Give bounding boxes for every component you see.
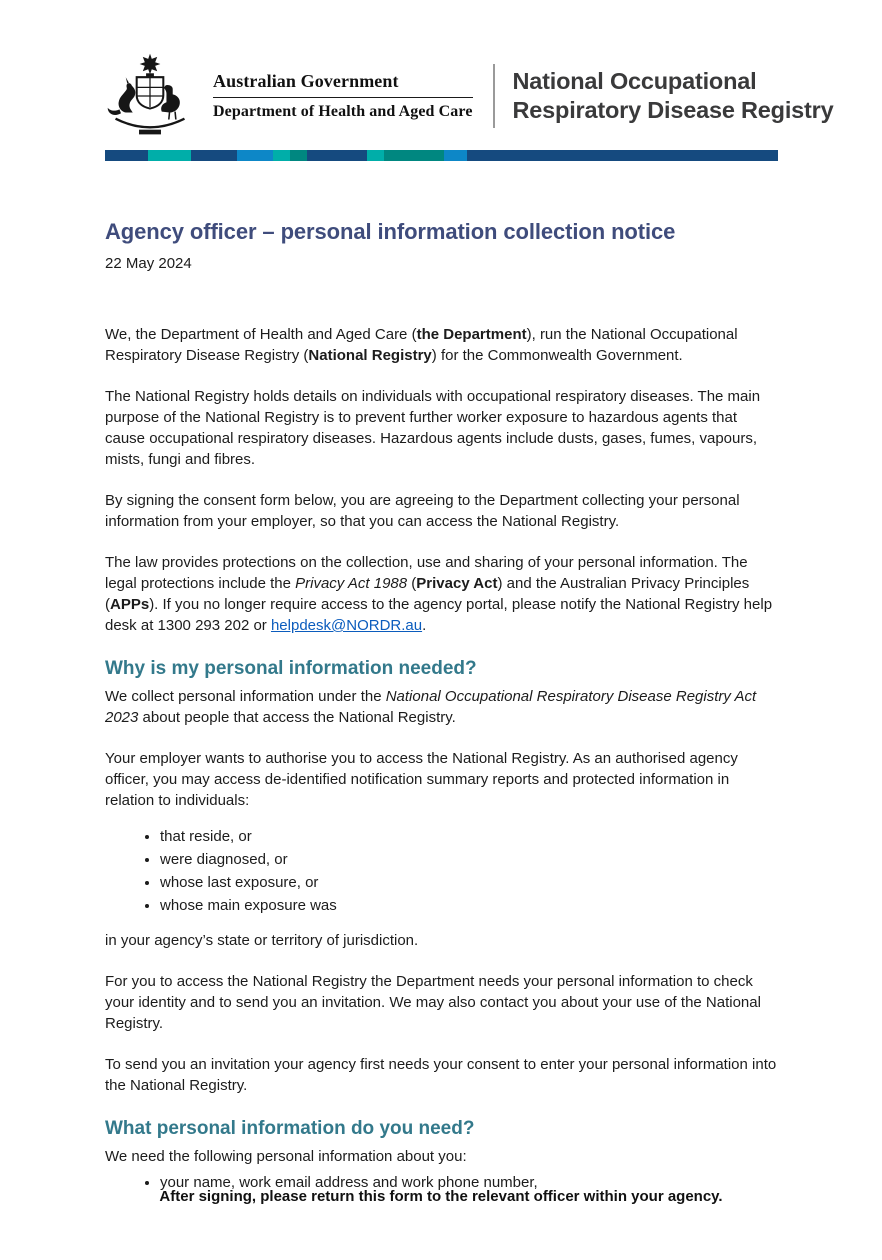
- stripe-segment: [367, 150, 384, 161]
- australian-coat-of-arms-icon: [103, 50, 197, 142]
- footer-note: After signing, please return this form to the relevant officer within your agency.: [159, 1188, 723, 1205]
- stripe-segment: [148, 150, 191, 161]
- government-logo-line1: Australian Government: [213, 71, 473, 98]
- text-run: Your employer wants to authorise you to access the National Registry. As an authorised agency officer, you may access de-identified notification summary reports and protected information in relation to individuals:: [105, 750, 738, 809]
- stripe-segment: [307, 150, 367, 161]
- text-run: National Registry: [308, 347, 432, 364]
- section-heading: Why is my personal information needed?: [105, 658, 477, 679]
- header: [103, 50, 833, 142]
- document-body: [105, 324, 779, 1194]
- paragraph: [105, 748, 779, 811]
- paragraph: [105, 930, 779, 951]
- text-run: By signing the consent form below, you are agreeing to the Department collecting your personal information from your employer, so that you can access the National Registry.: [105, 492, 740, 530]
- stripe-segment: [467, 150, 778, 161]
- paragraph: [105, 490, 779, 532]
- text-run: The National Registry holds details on individuals with occupational respiratory diseases. The main purpose of the National Registry is to prevent further worker exposure to hazardous agents that cause occupational respiratory diseases. Hazardous agents include dusts, gases, fumes, vapours, mists, fungi and fibres.: [105, 388, 761, 468]
- text-run: ), run the National Occupational Respiratory Disease Registry (: [105, 326, 738, 364]
- text-run: about people that access the National Registry.: [138, 709, 456, 726]
- stripe-segment: [191, 150, 237, 161]
- paragraph: [105, 1146, 779, 1167]
- paragraph: [105, 386, 779, 470]
- paragraph: [105, 324, 779, 366]
- government-logo-line2: Department of Health and Aged Care: [213, 103, 473, 120]
- paragraph: [105, 686, 779, 728]
- helpdesk-email-link[interactable]: helpdesk@NORDR.au: [270, 617, 423, 634]
- stripe-segment: [237, 150, 273, 161]
- bullet-item: • that reside, or: [160, 825, 779, 848]
- logo-divider: [493, 64, 495, 128]
- section-heading: What personal information do you need?: [105, 1118, 475, 1139]
- paragraph: [105, 1054, 779, 1096]
- bullet-item: • whose last exposure, or: [160, 871, 779, 894]
- stripe-segment: [105, 150, 148, 161]
- text-run: We, the Department of Health and Aged Care (: [105, 326, 417, 343]
- text-run: in your agency’s state or territory of jurisdiction.: [105, 932, 419, 949]
- bullet-item: • your name, work email address and work phone number,: [160, 1171, 779, 1194]
- stripe-segment: [384, 150, 444, 161]
- registry-logo-line2: Respiratory Disease Registry: [512, 97, 834, 123]
- text-run: ) and the Australian Privacy Principles (: [105, 575, 750, 613]
- bullet-list: [105, 825, 779, 917]
- text-run: National Occupational Respiratory Disease Registry Act 2023: [105, 688, 757, 726]
- color-stripe: [105, 150, 778, 161]
- document-content: [105, 219, 779, 1207]
- text-run: Privacy Act 1988: [295, 575, 408, 592]
- stripe-segment: [273, 150, 290, 161]
- text-run: The law provides protections on the collection, use and sharing of your personal information. The legal protections include the: [105, 554, 748, 592]
- government-logo-text: [213, 71, 473, 121]
- document-date: 22 May 2024: [105, 255, 192, 272]
- text-run: (: [407, 575, 417, 592]
- registry-logo-line1: National Occupational: [512, 67, 757, 94]
- text-run: .: [422, 617, 427, 634]
- page-title: Agency officer – personal information collection notice: [105, 219, 676, 244]
- registry-logo-text: [513, 67, 834, 125]
- paragraph: [105, 552, 779, 636]
- text-run: ) for the Commonwealth Government.: [431, 347, 683, 364]
- text-run: APPs: [110, 596, 150, 613]
- bullet-item: • were diagnosed, or: [160, 848, 779, 871]
- stripe-segment: [290, 150, 307, 161]
- text-run: Privacy Act: [416, 575, 498, 592]
- text-run: We need the following personal information about you:: [105, 1148, 467, 1165]
- text-run: ). If you no longer require access to the agency portal, please notify the National Registry help desk at 1300 293 202 or: [105, 596, 773, 634]
- stripe-segment: [444, 150, 467, 161]
- text-run: For you to access the National Registry the Department needs your personal information to check your identity and to send you an invitation. We may also contact you about your use of the National Registry.: [105, 973, 761, 1032]
- bullet-item: • whose main exposure was: [160, 894, 779, 917]
- text-run: To send you an invitation your agency first needs your consent to enter your personal information into the National Registry.: [105, 1056, 777, 1094]
- text-run: We collect personal information under the: [105, 688, 386, 705]
- paragraph: [105, 971, 779, 1034]
- text-run: the Department: [416, 326, 527, 343]
